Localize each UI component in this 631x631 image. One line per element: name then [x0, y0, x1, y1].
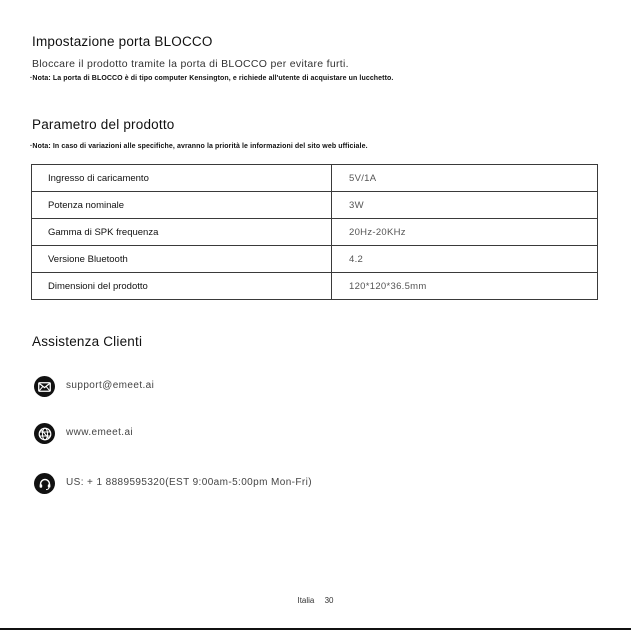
lock-port-note: ·Nota: La porta di BLOCCO è di tipo computer Kensington, e richiede all'utente di acquistare un lucchetto. [30, 75, 394, 82]
spec-label: Potenza nominale [32, 192, 332, 219]
table-row [32, 273, 598, 300]
lock-port-heading: Impostazione porta BLOCCO [32, 34, 213, 49]
table-row [32, 192, 598, 219]
website-link[interactable]: www.emeet.ai [66, 427, 134, 438]
page-number: 30 [324, 596, 334, 605]
spec-value: 5V/1A [332, 165, 598, 192]
footer-language: Italia [297, 596, 315, 605]
spec-value: 120*120*36.5mm [332, 273, 598, 300]
spec-table [31, 164, 598, 300]
spec-label: Ingresso di caricamento [32, 165, 332, 192]
spec-value: 20Hz-20KHz [332, 219, 598, 246]
support-phone: US: + 1 8889595320(EST 9:00am-5:00pm Mon-Fri) [66, 477, 312, 488]
mail-icon [34, 376, 55, 397]
spec-value: 4.2 [332, 246, 598, 273]
spec-label: Dimensioni del prodotto [32, 273, 332, 300]
spec-value: 3W [332, 192, 598, 219]
spec-label: Gamma di SPK frequenza [32, 219, 332, 246]
table-row [32, 165, 598, 192]
support-email-link[interactable]: support@emeet.ai [66, 380, 155, 391]
headset-icon [34, 473, 55, 494]
spec-label: Versione Bluetooth [32, 246, 332, 273]
product-parameters-note: ·Nota: In caso di variazioni alle specifiche, avranno la priorità le informazioni del sito web ufficiale. [30, 143, 368, 150]
product-parameters-heading: Parametro del prodotto [32, 117, 175, 132]
page-footer [0, 596, 631, 605]
table-row [32, 246, 598, 273]
lock-port-description: Bloccare il prodotto tramite la porta di BLOCCO per evitare furti. [32, 58, 349, 70]
table-row [32, 219, 598, 246]
customer-support-heading: Assistenza Clienti [32, 334, 143, 349]
bottom-divider [0, 628, 631, 630]
globe-icon [34, 423, 55, 444]
